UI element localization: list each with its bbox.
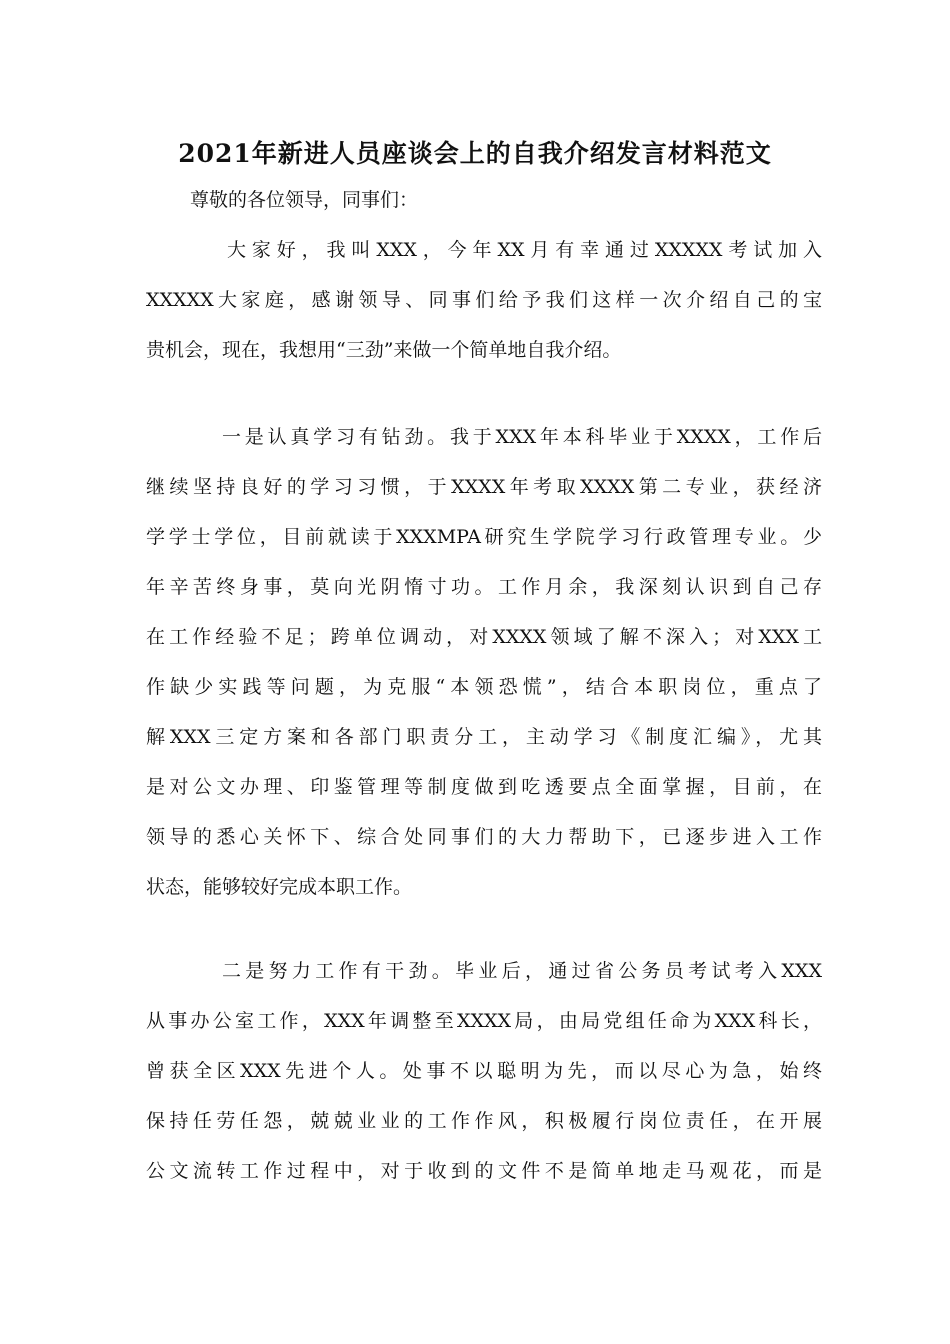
paragraph-line: 在工作经验不足；跨单位调动，对XXXX领域了解不深入；对XXX工	[146, 626, 822, 648]
paragraph-line: 贵机会，现在，我想用“三劲”来做一个简单地自我介绍。	[146, 339, 622, 361]
paragraph-line: 保持任劳任怨，兢兢业业的工作作风，积极履行岗位责任，在开展	[146, 1110, 822, 1132]
paragraph-line: 二是努力工作有干劲。毕业后，通过省公务员考试考入XXX	[222, 960, 822, 982]
paragraph-intro	[146, 225, 822, 375]
paragraph-line: 继续坚持良好的学习习惯，于XXXX年考取XXXX第二专业，获经济	[146, 476, 822, 498]
paragraph-work	[146, 946, 822, 1196]
paragraph-line: 大家好，我叫XXX，今年XX月有幸通过XXXXX考试加入	[227, 239, 822, 261]
paragraph-line: 年辛苦终身事，莫向光阴惰寸功。工作月余，我深刻认识到自己存	[146, 576, 822, 598]
paragraph-line: 作缺少实践等问题，为克服“本领恐慌”，结合本职岗位，重点了	[146, 676, 822, 698]
paragraph-line: 是对公文办理、印鉴管理等制度做到吃透要点全面掌握，目前，在	[146, 776, 822, 798]
paragraph-line: 状态，能够较好完成本职工作。	[146, 876, 413, 898]
paragraph-line: XXXXX大家庭，感谢领导、同事们给予我们这样一次介绍自己的宝	[146, 289, 822, 311]
paragraph-line: 领导的悉心关怀下、综合处同事们的大力帮助下，已逐步进入工作	[146, 826, 822, 848]
paragraph-line: 从事办公室工作，XXX年调整至XXXX局，由局党组任命为XXX科长，	[146, 1010, 822, 1032]
paragraph-line: 解XXX三定方案和各部门职责分工，主动学习《制度汇编》，尤其	[146, 726, 822, 748]
paragraph-line: 学学士学位，目前就读于XXXMPA研究生学院学习行政管理专业。少	[146, 526, 822, 548]
paragraph-line: 公文流转工作过程中，对于收到的文件不是简单地走马观花，而是	[146, 1160, 822, 1182]
paragraph-line: 曾获全区XXX先进个人。处事不以聪明为先，而以尽心为急，始终	[146, 1060, 822, 1082]
document-title: 2021年新进人员座谈会上的自我介绍发言材料范文	[178, 139, 772, 168]
salutation: 尊敬的各位领导，同事们：	[190, 189, 419, 211]
paragraph-study	[146, 412, 822, 912]
paragraph-line: 一是认真学习有钻劲。我于XXX年本科毕业于XXXX，工作后	[222, 426, 822, 448]
